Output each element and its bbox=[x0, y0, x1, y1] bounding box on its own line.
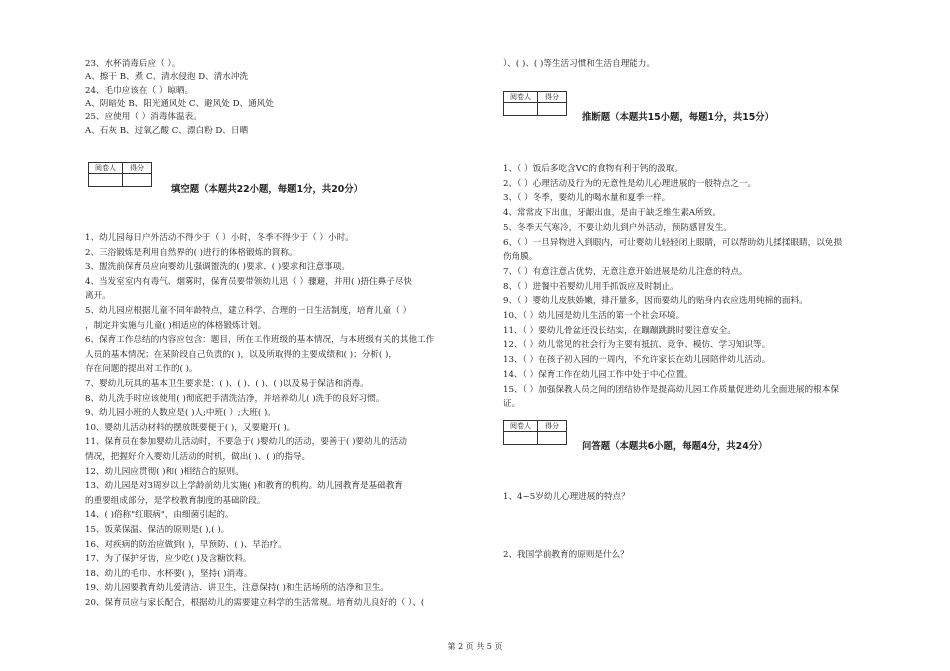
score-label: 得分 bbox=[123, 163, 151, 174]
text-line: 11、保育员在参加婴幼儿活动时，不要急于( )婴幼儿的活动，要善于( )要幼儿的活动 bbox=[85, 437, 407, 448]
text-line: 14、（ ）保育工作在幼儿园工作中处于中心位置。 bbox=[503, 369, 693, 380]
continued-line: ）、( )、( )等生活习惯和生活自理能力。 bbox=[503, 59, 656, 69]
text-line: 存在问题的提出对工作的( )。 bbox=[85, 364, 198, 375]
text-line: 5、幼儿园应根据儿童不同年龄特点，建立科学、合理的一日生活制度，培育儿童（ ） bbox=[85, 306, 412, 316]
text-line: 16、对疾病的防治应做到( )，早预防、( )、早治疗。 bbox=[85, 539, 287, 550]
qa-question-2: 2、我国学前教育的原则是什么？ bbox=[503, 550, 629, 560]
text-line: 6、保育工作总结的内容应包含：题目，所在工作班级的基本情况，与本班级有关的其他工作 bbox=[85, 335, 435, 346]
text-line: 3、盥洗前保育员应向婴幼儿强调盥洗的( )要求、( )要求和注意事项。 bbox=[85, 262, 350, 273]
text-line: 8、幼儿洗手时应该使用( )彻底把手清洗洁净，并培养幼儿( )洗手的良好习惯。 bbox=[85, 393, 385, 404]
qa-section-title: 问答题（本题共6小题，每题4分，共24分） bbox=[582, 441, 768, 452]
reviewer-cell bbox=[504, 432, 538, 444]
text-line: ，制定并实施与儿童( )相适应的体格锻炼计划。 bbox=[85, 320, 267, 331]
text-line: 1、幼儿园每日户外活动不得少于（ ）小时，冬季不得少于（ ）小时。 bbox=[85, 233, 354, 243]
reviewer-label: 阅卷人 bbox=[89, 163, 123, 174]
text-line: 证。 bbox=[503, 399, 521, 410]
text-line: 2、（ ）心理活动及行为的无意性是幼儿心理进展的一般特点之一。 bbox=[503, 178, 757, 189]
score-label: 得分 bbox=[538, 421, 566, 432]
text-line: 19、幼儿园要教育幼儿爱清洁、讲卫生，注意保持( )和生活场所的洁净和卫生。 bbox=[85, 583, 389, 594]
text-line: 17、为了保护牙齿，应少吃( )及含糖饮料。 bbox=[85, 554, 252, 565]
text-line: 5、冬季天气寒冷，不要让幼儿到户外活动，预防感冒发生。 bbox=[503, 222, 732, 233]
fill-score-box bbox=[88, 162, 152, 187]
text-line: 3、（ ）冬季，要幼儿的喝水量和夏季一样。 bbox=[503, 193, 671, 204]
judge-score-box bbox=[503, 91, 567, 116]
text-line: 7、（ ）有意注意占优势，无意注意开始进展是幼儿注意的特点。 bbox=[503, 266, 748, 277]
score-cell bbox=[538, 432, 566, 444]
text-line: 离开。 bbox=[85, 291, 111, 302]
text-line: 6、（ ）一旦异物进入到眼内，可让婴幼儿轻轻闭上眼睛，可以帮助幼儿揉揉眼睛，以免损 bbox=[503, 237, 843, 248]
text-line: 7、婴幼儿玩具的基本卫生要求是：( )、( )、( )、( )以及易于保洁和消毒。 bbox=[85, 379, 369, 389]
page-footer: 第 2 页 共 5 页 bbox=[447, 642, 503, 651]
text-line: A、石灰 B、过氧乙酸 C、漂白粉 D、日晒 bbox=[85, 125, 249, 136]
text-line: 11、（ ）要幼儿骨盆还没长结实，在蹦蹦跳跳时要注意安全。 bbox=[503, 325, 736, 336]
text-line: 15、（ ）加强保教人员之间的团结协作是提高幼儿园工作质量促进幼儿全面进展的根本保 bbox=[503, 384, 839, 395]
qa-score-box bbox=[503, 420, 567, 445]
text-line: A、擦干 B、煮 C、清水侵泡 D、清水冲洗 bbox=[85, 72, 249, 83]
fill-section-title: 填空题（本题共22小题，每题1分，共20分） bbox=[171, 184, 363, 195]
text-line: 24、毛巾应该在（ ）晾晒。 bbox=[85, 85, 194, 96]
text-line: 20、保育员应与家长配合，根据幼儿的需要建立科学的生活常规。培育幼儿良好的（ ）、( bbox=[85, 598, 425, 608]
score-cell bbox=[123, 174, 151, 186]
text-line: 25、应使用（ ）消毒体温表。 bbox=[85, 112, 202, 123]
reviewer-label: 阅卷人 bbox=[504, 421, 538, 432]
text-line: 23、水杯消毒后应（ ）。 bbox=[85, 59, 181, 69]
text-line: 4、常常皮下出血，牙龈出血，是由于缺乏维生素A所致。 bbox=[503, 208, 721, 219]
text-line: 4、当发室室内有毒气、烟雾时，保育员要带领幼儿迅（ ）骤避，并用( )捂住鼻子尽快 bbox=[85, 276, 413, 287]
text-line: 13、（ ）在孩子初入园的一周内，不允许家长在幼儿园陪伴幼儿活动。 bbox=[503, 355, 771, 366]
text-line: 18、幼儿的毛巾、水杯要( )，坚持( )消毒。 bbox=[85, 568, 253, 579]
text-line: 人员的基本情况；在某阶段自己负责的( )，以及所取得的主要成绩和( )；分析( )， bbox=[85, 349, 397, 360]
qa-question-1: 1、4~5岁幼儿心理进展的特点？ bbox=[503, 492, 630, 502]
reviewer-cell bbox=[89, 174, 123, 186]
text-line: 14、( )俗称"红眼病"，由细菌引起的。 bbox=[85, 510, 234, 521]
text-line: 9、（ ）婴幼儿皮肤娇嫩，排汗量多，因而要幼儿的贴身内衣应选用纯棉的面料。 bbox=[503, 296, 808, 307]
judge-section-title: 推断题（本题共15小题，每题1分，共15分） bbox=[582, 112, 774, 123]
text-line: 的重要组成部分，是学校教育制度的基础阶段。 bbox=[85, 495, 266, 506]
reviewer-label: 阅卷人 bbox=[504, 92, 538, 103]
text-line: 10、婴幼儿活动材料的摆放既要便于( )，又要避开( )。 bbox=[85, 422, 296, 433]
text-line: 2、三浴锻炼是利用自然界的( )进行的体格锻炼的简称。 bbox=[85, 247, 298, 258]
text-line: 12、幼儿园应贯彻( )和( )相结合的原则。 bbox=[85, 466, 244, 477]
text-line: 13、幼儿园是对3周岁以上学龄前幼儿实施( )和教育的机构。幼儿园教育是基础教育 bbox=[85, 481, 404, 492]
text-line: 伤角膜。 bbox=[503, 252, 538, 263]
text-line: 8、（ ）进餐中若婴幼儿用手抓饭应及时制止。 bbox=[503, 281, 679, 292]
score-cell bbox=[538, 103, 566, 115]
text-line: A、阴暗处 B、阳光通风处 C、避风处 D、通风处 bbox=[85, 98, 274, 109]
text-line: 12、（ ）幼儿常见的社会行为主要有抵抗、竞争、模仿、学习知识等。 bbox=[503, 340, 771, 351]
reviewer-cell bbox=[504, 103, 538, 115]
text-line: 情况，把握好介入婴幼儿活动的时机，做出( )、( )的指导。 bbox=[85, 452, 311, 462]
text-line: 15、饭菜保温、保洁的原则是( ),( )。 bbox=[85, 525, 230, 535]
text-line: 10、（ ）幼儿园是幼儿生活的第一个社会环境。 bbox=[503, 311, 685, 321]
text-line: 9、幼儿园小班的人数应是( )人;中班( ）;大班( )。 bbox=[85, 408, 276, 419]
score-label: 得分 bbox=[538, 92, 566, 103]
text-line: 1、（ ）饭后多吃含VC的食物有利于钙的汲取。 bbox=[503, 164, 683, 174]
